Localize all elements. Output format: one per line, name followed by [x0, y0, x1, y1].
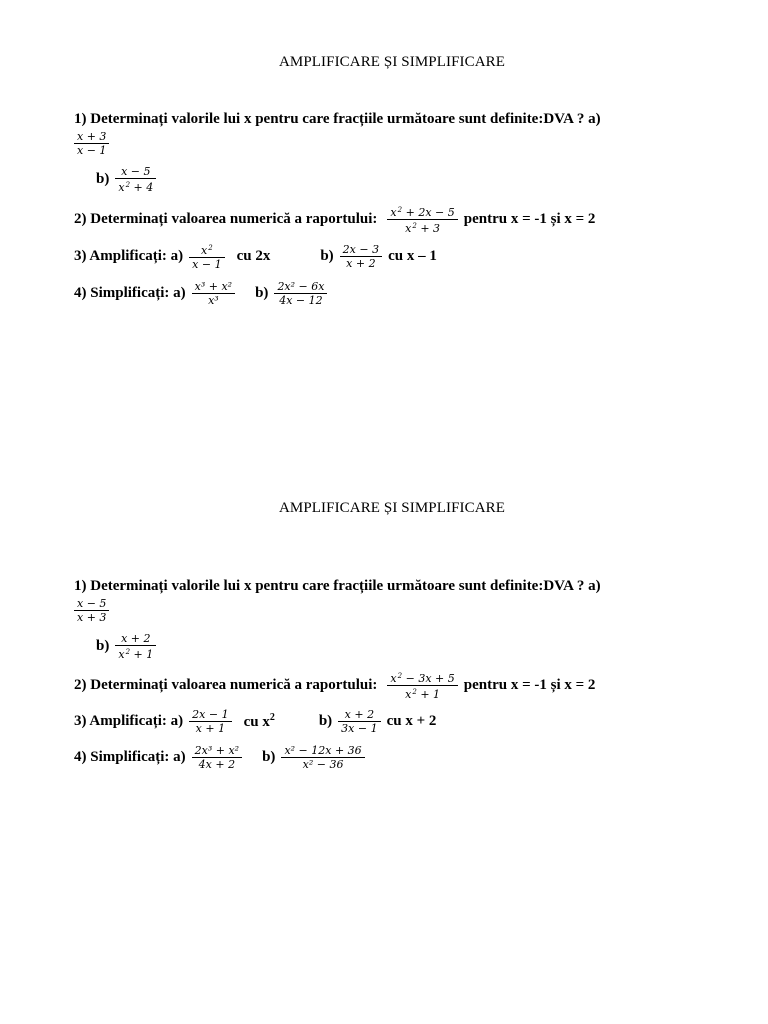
worksheet-2 [0, 466, 768, 946]
question-3: 3) Amplificați: a) $\frac{2x - 1}{x + 1}$ cu $x^2$ b) $\frac{x + 2}{3x - 1}$ cu x + 2 [74, 708, 437, 735]
fraction-2: $\frac{x^2 - 3x + 5}{x^2 + 1}$ [387, 670, 457, 701]
fraction-1a: $\frac{x + 3}{x - 1}$ [74, 130, 109, 157]
question-1 [74, 111, 601, 128]
question-4: 4) Simplificați: a) $\frac{\text{x³ + x²}}{\text{x³}}$ b) $\frac{\text{2x² − 6x}}{4x - 12}$ [74, 280, 333, 307]
fraction-3b: $\frac{x + 2}{3x - 1}$ [338, 708, 380, 735]
question-1-text: 1) Determinați valorile lui x pentru care fracțiile următoare sunt definite:DVA ? a) [74, 111, 601, 127]
question-4: 4) Simplificați: a) $\frac{\text{2x³ + x²}}{4x + 2}$ b) $\frac{\text{x² − 12x + 36}}{\text{x² − 36}}$ [74, 744, 371, 771]
fraction-3a: $\frac{2x - 1}{x + 1}$ [189, 708, 231, 735]
fraction-1b: $\frac{x - 5}{x^2 + 4}$ [115, 165, 156, 194]
fraction-4b: $\frac{\text{2x² − 6x}}{4x - 12}$ [274, 280, 327, 307]
fraction-3a: $\frac{x^2}{x - 1}$ [189, 242, 224, 271]
fraction-4a: $\frac{\text{2x³ + x²}}{4x + 2}$ [192, 744, 242, 771]
question-1 [74, 578, 601, 595]
question-1a-fraction-row [68, 597, 115, 624]
worksheet-1 [0, 0, 768, 480]
fraction-4b: $\frac{\text{x² − 12x + 36}}{\text{x² − 36}}$ [281, 744, 364, 771]
question-3: 3) Amplificați: a) $\frac{x^2}{x - 1}$ cu 2x b) $\frac{2x - 3}{x + 2}$ cu x – 1 [74, 243, 437, 271]
fraction-2: $\frac{x^2 + 2x - 5}{x^2 + 3}$ [387, 204, 457, 235]
fraction-1b: $\frac{x + 2}{x^2 + 1}$ [115, 632, 156, 661]
worksheet-title: AMPLIFICARE ȘI SIMPLIFICARE [278, 500, 506, 516]
fraction-4a: $\frac{\text{x³ + x²}}{\text{x³}}$ [192, 280, 235, 307]
question-1a-fraction-row [68, 130, 115, 157]
question-2: 2) Determinați valoarea numerică a raportului: $\frac{x^2 - 3x + 5}{x^2 + 1}$ pentru x = -1 și x = 2 [74, 672, 596, 701]
question-1b: b) $\frac{x + 2}{x^2 + 1}$ [96, 632, 162, 661]
question-1-text: 1) Determinați valorile lui x pentru care fracțiile următoare sunt definite:DVA ? a) [74, 578, 601, 594]
fraction-3b: $\frac{2x - 3}{x + 2}$ [340, 243, 382, 270]
worksheet-title: AMPLIFICARE ȘI SIMPLIFICARE [278, 54, 506, 70]
fraction-1a: $\frac{x - 5}{x + 3}$ [74, 597, 109, 624]
question-1b: b) $\frac{x - 5}{x^2 + 4}$ [96, 165, 162, 194]
question-2: 2) Determinați valoarea numerică a raportului: $\frac{x^2 + 2x - 5}{x^2 + 3}$ pentru x = -1 și x = 2 [74, 206, 596, 235]
